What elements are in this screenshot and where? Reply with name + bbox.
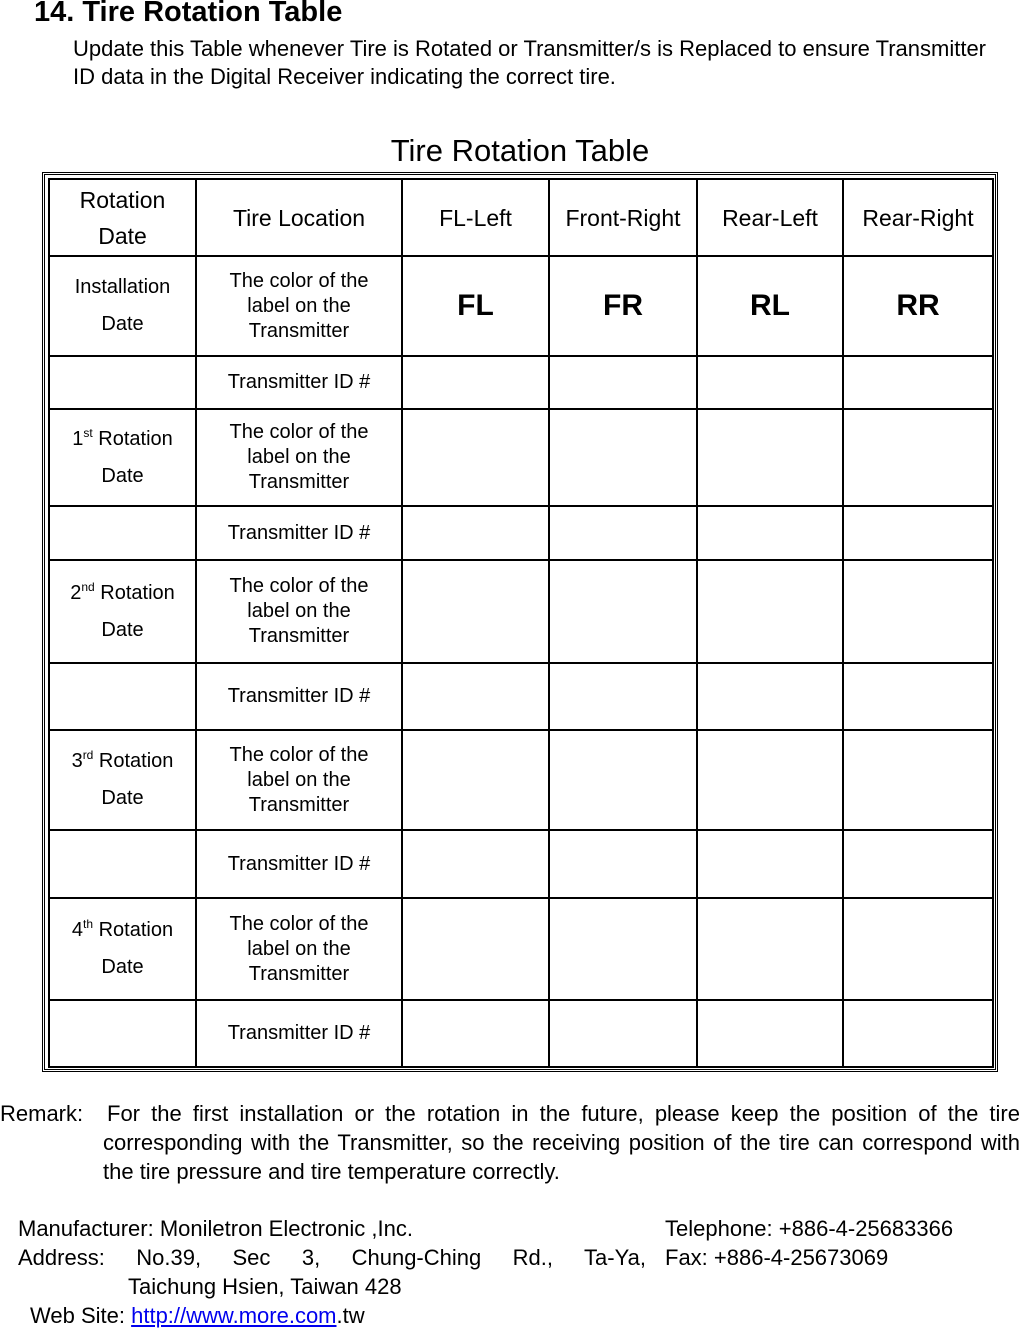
entry-cell [843,409,993,506]
entry-cell [843,730,993,830]
entry-cell [549,409,697,506]
installation-date-line1: Installation [74,276,171,298]
entry-cell [402,409,549,506]
blank-date-cell [49,506,196,560]
header-rotation-date-line1: Rotation [79,186,166,213]
entry-cell [697,560,843,663]
label-color-line3: Transmitter [248,625,350,647]
installation-label-row [49,256,993,356]
label-color-line3: Transmitter [248,793,350,816]
entry-cell [549,898,697,1000]
rotation-1-sup: st [83,425,93,440]
label-color-line2: label on the [247,768,351,791]
rotation-1-date-label [49,409,196,506]
entry-cell [843,898,993,1000]
rotation-2-date-label [49,560,196,663]
website-suffix: .tw [336,1303,365,1328]
website-label: Web Site: [30,1303,125,1328]
label-color-cell [196,560,402,663]
header-rotation-date [49,179,196,256]
entry-cell [843,1000,993,1067]
telephone-line: Telephone: +886-4-25683366 [665,1216,954,1241]
label-color-cell [196,256,402,356]
entry-cell [843,356,993,409]
rotation-4-date: Date [101,956,144,978]
entry-cell [402,1000,549,1067]
code-rr: RR [843,256,993,356]
header-front-right: Front-Right [549,179,697,256]
entry-cell [843,830,993,898]
rotation-3-date-label [49,730,196,830]
manufacturer-line: Manufacturer: Moniletron Electronic ,Inc. [18,1216,413,1241]
entry-cell [549,560,697,663]
blank-date-cell [49,356,196,409]
code-fl: FL [402,256,549,356]
address-line-2: Taichung Hsien, Taiwan 428 [128,1274,402,1299]
label-color-line1: The color of the [229,269,369,292]
entry-cell [549,356,697,409]
entry-cell [549,663,697,730]
rotation-2-sup: nd [81,579,95,594]
entry-cell [697,830,843,898]
entry-cell [549,830,697,898]
entry-cell [402,898,549,1000]
entry-cell [402,506,549,560]
transmitter-id-label: Transmitter ID # [196,830,402,898]
transmitter-id-label: Transmitter ID # [196,356,402,409]
address-line-1: Address: No.39, Sec 3, Chung-Ching Rd., Ta-Ya, [18,1245,646,1270]
rotation-3-id-row [49,830,993,898]
blank-date-cell [49,830,196,898]
code-fr: FR [549,256,697,356]
entry-cell [402,560,549,663]
rotation-1-id-row [49,506,993,560]
label-color-line2: label on the [247,446,351,468]
rotation-4-word: Rotation [98,919,174,941]
entry-cell [843,663,993,730]
website-line [30,1302,365,1330]
rotation-4-label-row [49,898,993,1000]
entry-cell [843,560,993,663]
transmitter-id-label: Transmitter ID # [196,506,402,560]
entry-cell [843,506,993,560]
label-color-line3: Transmitter [248,471,350,493]
entry-cell [402,730,549,830]
rotation-2-num: 2 [70,581,82,604]
rotation-3-label-row [49,730,993,830]
label-color-line1: The color of the [229,912,369,935]
entry-cell [697,356,843,409]
installation-date-label [49,256,196,356]
entry-cell [549,1000,697,1067]
label-color-cell [196,730,402,830]
rotation-2-word: Rotation [100,581,175,604]
label-color-line2: label on the [247,600,351,622]
rotation-3-num: 3 [71,750,83,772]
code-rl: RL [697,256,843,356]
label-color-line1: The color of the [229,575,369,597]
entry-cell [697,663,843,730]
rotation-1-label-row [49,409,993,506]
rotation-3-word: Rotation [98,750,174,772]
label-color-line3: Transmitter [248,962,350,985]
rotation-4-sup: th [83,917,94,931]
label-color-line2: label on the [247,937,351,960]
header-tire-location: Tire Location [196,179,402,256]
installation-id-row [49,356,993,409]
entry-cell [402,663,549,730]
label-color-line1: The color of the [229,421,369,443]
header-rotation-date-line2: Date [98,222,147,249]
entry-cell [697,730,843,830]
header-row [49,179,993,256]
rotation-1-date: Date [101,464,144,487]
transmitter-id-label: Transmitter ID # [196,1000,402,1067]
entry-cell [549,506,697,560]
section-intro: Update this Table whenever Tire is Rotated or Transmitter/s is Replaced to ensure Transmitter ID data in the Digital Receiver indicating the correct tire. [73,36,987,89]
label-color-line3: Transmitter [248,319,350,342]
rotation-4-date-label [49,898,196,1000]
rotation-1-word: Rotation [98,427,173,450]
section-heading: 14. Tire Rotation Table [34,0,343,28]
label-color-cell [196,409,402,506]
table-title: Tire Rotation Table [390,133,650,168]
rotation-3-date: Date [101,787,144,809]
blank-date-cell [49,1000,196,1067]
fax-line: Fax: +886-4-25673069 [665,1245,889,1270]
remark-lead: Remark: [0,1101,84,1126]
label-color-cell [196,898,402,1000]
label-color-line1: The color of the [229,743,369,766]
rotation-4-id-row [49,1000,993,1067]
entry-cell [402,830,549,898]
website-link[interactable]: http://www.more.com [131,1303,337,1328]
header-fl-left: FL-Left [402,179,549,256]
tire-rotation-table-frame [42,172,998,1072]
blank-date-cell [49,663,196,730]
rotation-2-label-row [49,560,993,663]
entry-cell [402,356,549,409]
transmitter-id-label: Transmitter ID # [196,663,402,730]
rotation-4-num: 4 [71,919,84,941]
rotation-2-date: Date [101,618,144,641]
entry-cell [697,898,843,1000]
entry-cell [697,409,843,506]
header-rear-left: Rear-Left [697,179,843,256]
entry-cell [697,506,843,560]
label-color-line2: label on the [247,294,351,317]
entry-cell [697,1000,843,1067]
header-rear-right: Rear-Right [843,179,993,256]
rotation-3-sup: rd [82,748,94,762]
tire-rotation-table [48,178,994,1068]
installation-date-line2: Date [101,313,144,335]
entry-cell [549,730,697,830]
remark-text: For the first installation or the rotation in the future, please keep the position of the tire corresponding with the Transmitter, so the receiving position of the tire can correspond with the tire pressure and tire temperature correctly. [103,1101,1020,1184]
rotation-1-num: 1 [72,427,84,450]
rotation-2-id-row [49,663,993,730]
